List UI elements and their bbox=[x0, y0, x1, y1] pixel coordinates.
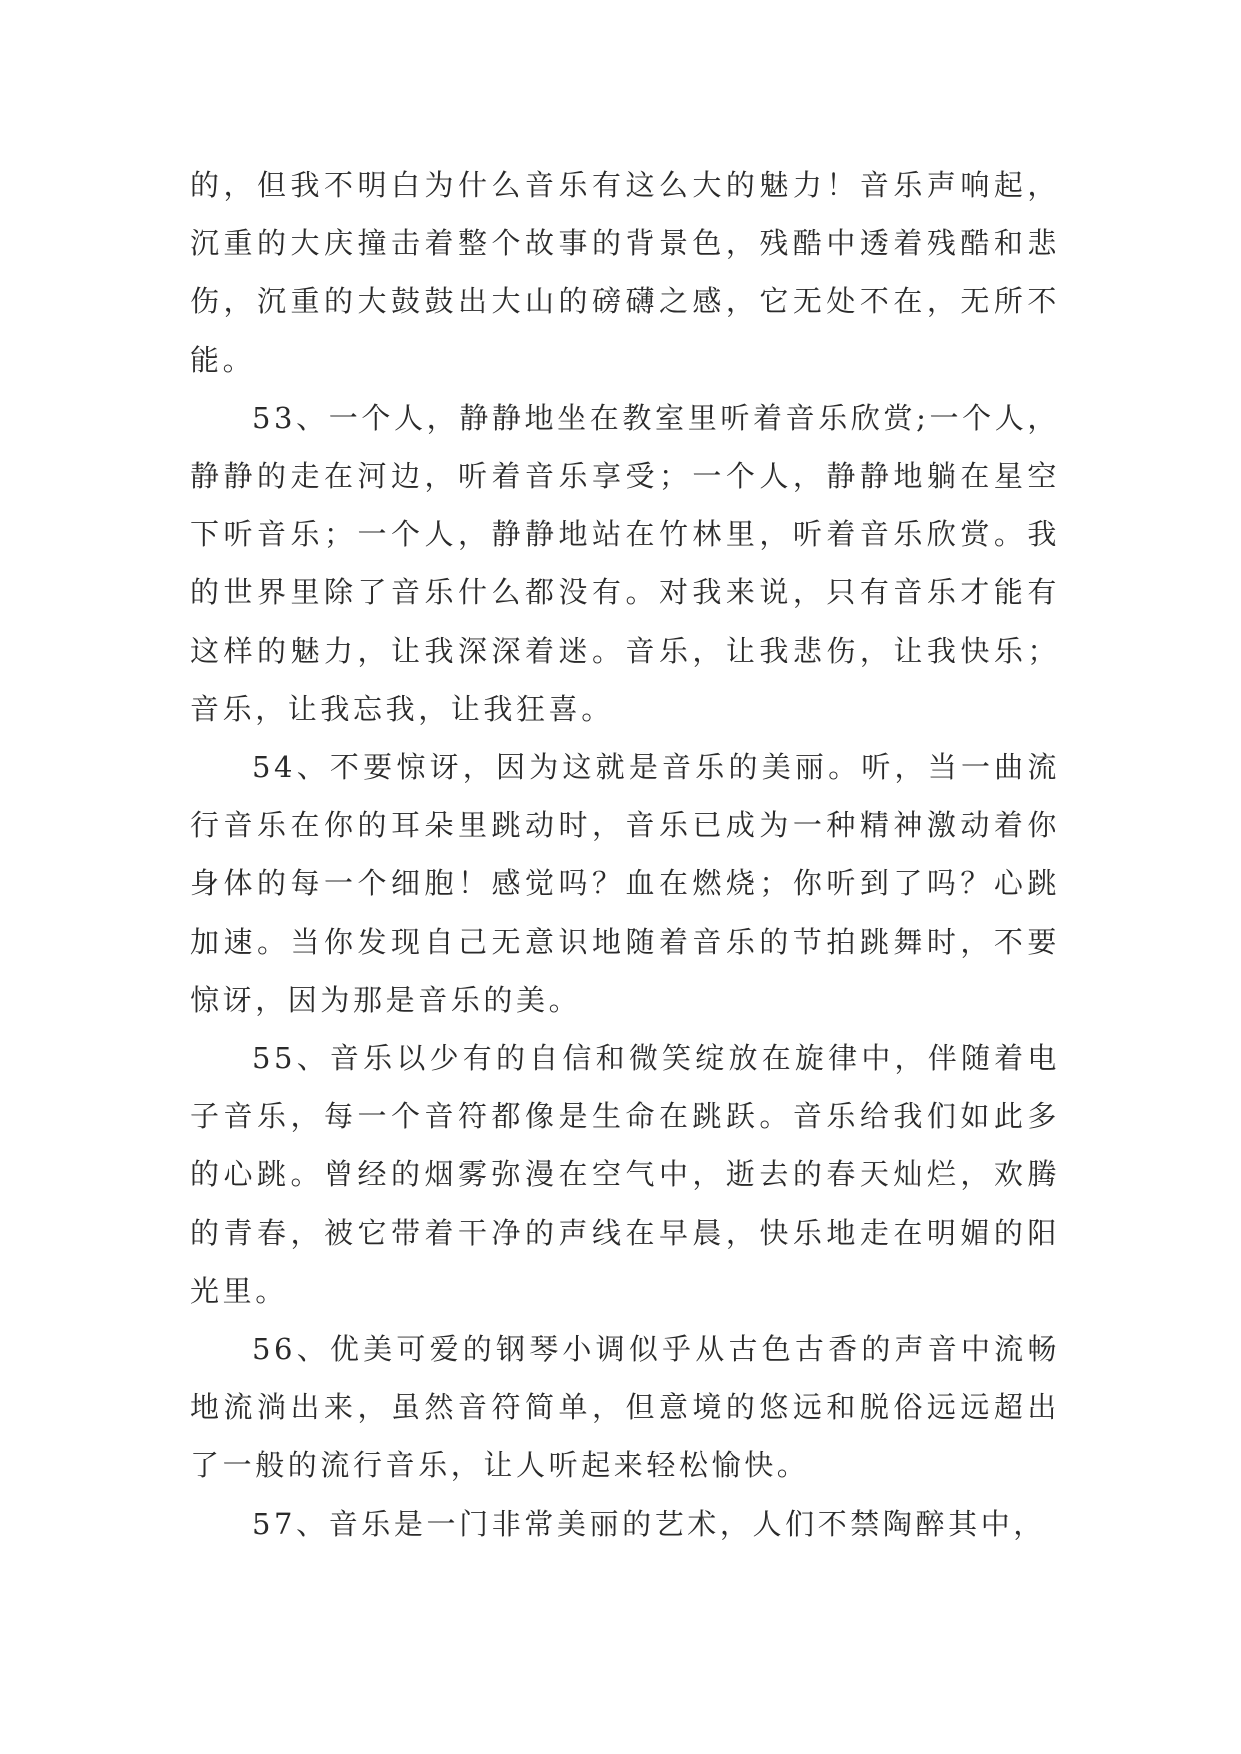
paragraph-53: 53、一个人，静静地坐在教室里听着音乐欣赏;一个人，静静的走在河边，听着音乐享受；一个人，静静地躺在星空下听音乐；一个人，静静地站在竹林里，听着音乐欣赏。我的世界里除了音乐什么都没有。对我来说，只有音乐才能有这样的魅力，让我深深着迷。音乐，让我悲伤，让我快乐；音乐，让我忘我，让我狂喜。 bbox=[190, 400, 1060, 726]
paragraph-56: 56、优美可爱的钢琴小调似乎从古色古香的声音中流畅地流淌出来，虽然音符简单，但意境的悠远和脱俗远远超出了一般的流行音乐，让人听起来轻松愉快。 bbox=[190, 1332, 1060, 1483]
paragraph-57: 57、音乐是一门非常美丽的艺术，人们不禁陶醉其中， bbox=[252, 1506, 1046, 1541]
paragraph-54: 54、不要惊讶，因为这就是音乐的美丽。听，当一曲流行音乐在你的耳朵里跳动时，音乐已成为一种精神激动着你身体的每一个细胞！感觉吗？血在燃烧；你听到了吗？心跳加速。当你发现自己无意识地随着音乐的节拍跳舞时，不要惊讶，因为那是音乐的美。 bbox=[190, 750, 1060, 1017]
paragraph-continuation: 的，但我不明白为什么音乐有这么大的魅力！音乐声响起，沉重的大庆撞击着整个故事的背景色，残酷中透着残酷和悲伤，沉重的大鼓鼓出大山的磅礴之感，它无处不在，无所不能。 bbox=[190, 168, 1060, 377]
body-text bbox=[190, 156, 1060, 1553]
paragraph-55: 55、音乐以少有的自信和微笑绽放在旋律中，伴随着电子音乐，每一个音符都像是生命在跳跃。音乐给我们如此多的心跳。曾经的烟雾弥漫在空气中，逝去的春天灿烂，欢腾的青春，被它带着干净的声线在早晨，快乐地走在明媚的阳光里。 bbox=[190, 1041, 1060, 1308]
